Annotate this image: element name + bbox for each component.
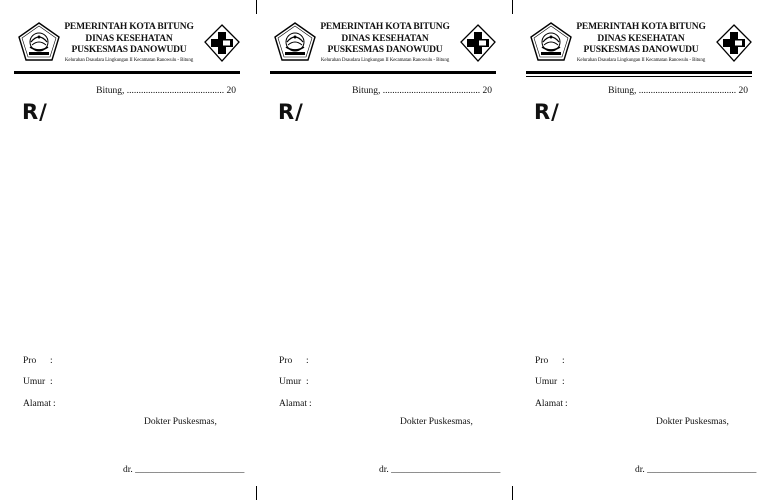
colon: : [306, 377, 309, 387]
field-pro [23, 356, 53, 366]
letterhead [568, 22, 714, 64]
header-address: Kelurahan Dsaudara Lingkungan II Kecamatan Ranowulu - Bitung [320, 57, 450, 63]
rx-symbol: R/ [534, 100, 560, 124]
colon: : [306, 356, 309, 366]
date-line: Bitung, ......................................... 20 [352, 86, 492, 96]
header-government: PEMERINTAH KOTA BITUNG [64, 22, 194, 32]
header-department: DINAS KESEHATAN [597, 33, 685, 44]
field-umur [535, 377, 565, 387]
header-government: PEMERINTAH KOTA BITUNG [576, 22, 706, 32]
doctor-label: Dokter Puskesmas, [400, 417, 473, 427]
prescription-slip-1 [0, 0, 256, 500]
prescription-slip-3 [512, 0, 768, 500]
colon: : [53, 399, 56, 409]
alamat-label: Alamat [535, 399, 563, 409]
header-divider [14, 71, 240, 74]
prescription-slip-2 [256, 0, 512, 500]
pro-label: Pro [279, 356, 293, 366]
doctor-signature-line: dr. _______________________ [635, 465, 757, 475]
date-line: Bitung, ......................................... 20 [96, 86, 236, 96]
colon: : [50, 356, 53, 366]
header-department: DINAS KESEHATAN [85, 33, 173, 44]
colon: : [50, 377, 53, 387]
header-government: PEMERINTAH KOTA BITUNG [320, 22, 450, 32]
header-clinic: PUSKESMAS DANOWUDU [327, 45, 443, 55]
field-alamat [279, 399, 312, 409]
colon: : [565, 399, 568, 409]
umur-label: Umur [279, 377, 302, 387]
doctor-signature-line: dr. _______________________ [123, 465, 245, 475]
header-clinic: PUSKESMAS DANOWUDU [583, 45, 699, 55]
puskesmas-cross-icon [204, 24, 240, 62]
pro-label: Pro [23, 356, 37, 366]
field-alamat [23, 399, 56, 409]
colon: : [562, 356, 565, 366]
header-address: Kelurahan Dsaudara Lingkungan II Kecamatan Ranowulu - Bitung [64, 57, 194, 63]
doctor-label: Dokter Puskesmas, [656, 417, 729, 427]
letterhead [312, 22, 458, 64]
umur-label: Umur [23, 377, 46, 387]
doctor-signature-line: dr. _______________________ [379, 465, 501, 475]
alamat-label: Alamat [279, 399, 307, 409]
field-pro [279, 356, 309, 366]
field-umur [279, 377, 309, 387]
date-line: Bitung, ......................................... 20 [608, 86, 748, 96]
header-clinic: PUSKESMAS DANOWUDU [71, 45, 187, 55]
puskesmas-cross-icon [460, 24, 496, 62]
header-department: DINAS KESEHATAN [341, 33, 429, 44]
rx-symbol: R/ [22, 100, 48, 124]
doctor-label: Dokter Puskesmas, [144, 417, 217, 427]
kota-bitung-emblem-icon [18, 22, 60, 62]
field-alamat [535, 399, 568, 409]
header-divider [270, 71, 496, 74]
pro-label: Pro [535, 356, 549, 366]
header-divider [526, 71, 752, 74]
colon: : [309, 399, 312, 409]
alamat-label: Alamat [23, 399, 51, 409]
header-divider-thin [526, 76, 752, 77]
puskesmas-cross-icon [716, 24, 752, 62]
colon: : [562, 377, 565, 387]
kota-bitung-emblem-icon [530, 22, 572, 62]
kota-bitung-emblem-icon [274, 22, 316, 62]
header-address: Kelurahan Dsaudara Lingkungan II Kecamatan Ranowulu - Bitung [576, 57, 706, 63]
field-umur [23, 377, 53, 387]
field-pro [535, 356, 565, 366]
umur-label: Umur [535, 377, 558, 387]
letterhead [56, 22, 202, 64]
rx-symbol: R/ [278, 100, 304, 124]
